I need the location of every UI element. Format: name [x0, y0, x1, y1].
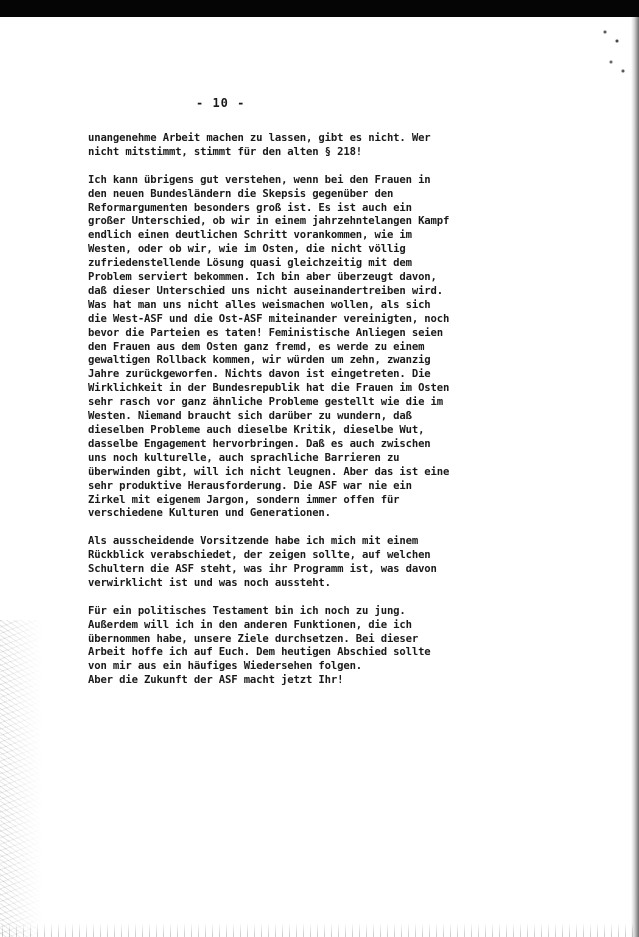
text-line: Westen. Niemand braucht sich darüber zu wundern, daß [88, 410, 412, 423]
paragraph [88, 605, 558, 688]
text-line: Zirkel mit eigenem Jargon, sondern immer offen für [88, 493, 400, 506]
scan-bottom-edge-noise [0, 923, 639, 937]
text-line: sehr produktive Herausforderung. Die ASF war nie ein [88, 479, 412, 492]
text-line: Ich kann übrigens gut verstehen, wenn bei den Frauen in [88, 173, 431, 186]
text-line: Problem serviert bekommen. Ich bin aber überzeugt davon, [88, 271, 437, 284]
paragraph [88, 174, 558, 522]
text-line: verschiedene Kulturen und Generationen. [88, 507, 331, 520]
text-line: den Frauen aus dem Osten ganz fremd, es werde zu einem [88, 340, 425, 353]
scan-specks [599, 20, 629, 80]
text-line: dasselbe Engagement hervorbringen. Daß es auch zwischen [88, 437, 431, 450]
text-line: uns noch kulturelle, auch sprachliche Barrieren zu [88, 451, 400, 464]
text-line: großer Unterschied, ob wir in einem jahrzehntelangen Kampf [88, 215, 450, 228]
page-number: - 10 - [196, 96, 246, 110]
text-line: Was hat man uns nicht alles weismachen wollen, als sich [88, 298, 431, 311]
text-line: den neuen Bundesländern die Skepsis gegenüber den [88, 187, 394, 200]
text-line: bevor die Parteien es taten! Feministische Anliegen seien [88, 326, 443, 339]
document-body [88, 132, 558, 688]
text-line: von mir aus ein häufiges Wiedersehen folgen. [88, 660, 363, 673]
scan-left-edge-noise [0, 620, 42, 937]
text-line: Jahre zurückgeworfen. Nichts davon ist eingetreten. Die [88, 368, 431, 381]
text-line: übernommen habe, unsere Ziele durchsetzen. Bei dieser [88, 632, 419, 645]
text-line: endlich einen deutlichen Schritt vorankommen, wie im [88, 229, 412, 242]
scan-top-border [0, 0, 639, 17]
paragraph [88, 535, 558, 591]
text-line: verwirklicht ist und was noch aussteht. [88, 576, 331, 589]
text-line: dieselben Probleme auch dieselbe Kritik, dieselbe Wut, [88, 424, 425, 437]
text-line: Schultern die ASF steht, was ihr Programm ist, was davon [88, 563, 437, 576]
paragraph [88, 132, 558, 160]
text-line: überwinden gibt, will ich nicht leugnen. Aber das ist eine [88, 465, 450, 478]
text-line: Reformargumenten besonders groß ist. Es ist auch ein [88, 201, 412, 214]
text-line: gewaltigen Rollback kommen, wir würden um zehn, zwanzig [88, 354, 431, 367]
text-line: die West-ASF und die Ost-ASF miteinander vereinigten, noch [88, 312, 450, 325]
text-line: Für ein politisches Testament bin ich noch zu jung. [88, 604, 406, 617]
text-line: Westen, oder ob wir, wie im Osten, die nicht völlig [88, 243, 406, 256]
text-line: Aber die Zukunft der ASF macht jetzt Ihr! [88, 674, 344, 687]
text-line: unangenehme Arbeit machen zu lassen, gibt es nicht. Wer [88, 132, 431, 144]
text-line: daß dieser Unterschied uns nicht auseinandertreiben wird. [88, 284, 443, 297]
text-line: nicht mitstimmt, stimmt für den alten § 218! [88, 145, 363, 158]
scan-right-edge-shadow [631, 17, 639, 937]
text-line: Wirklichkeit in der Bundesrepublik hat die Frauen im Osten [88, 382, 450, 395]
text-line: zufriedenstellende Lösung quasi gleichzeitig mit dem [88, 257, 412, 270]
text-line: Als ausscheidende Vorsitzende habe ich mich mit einem [88, 535, 419, 548]
text-line: Arbeit hoffe ich auf Euch. Dem heutigen Abschied sollte [88, 646, 431, 659]
text-line: sehr rasch vor ganz ähnliche Probleme gestellt wie die im [88, 396, 443, 409]
text-line: Rückblick verabschiedet, der zeigen sollte, auf welchen [88, 549, 431, 562]
text-line: Außerdem will ich in den anderen Funktionen, die ich [88, 618, 412, 631]
